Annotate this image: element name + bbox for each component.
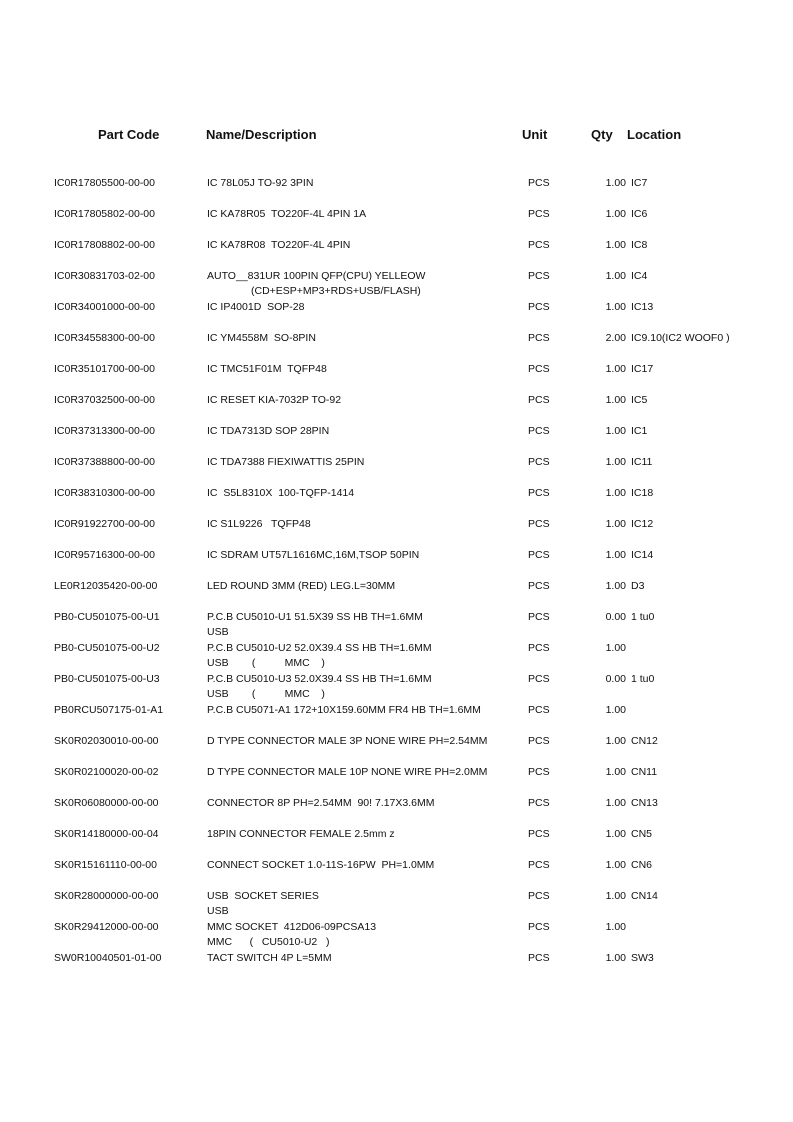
unit: PCS bbox=[528, 828, 550, 840]
quantity: 1.00 bbox=[605, 394, 626, 406]
unit: PCS bbox=[528, 208, 550, 220]
part-code: SK0R06080000-00-00 bbox=[54, 797, 159, 809]
description: IC RESET KIA-7032P TO-92 bbox=[207, 394, 342, 406]
location: D3 bbox=[631, 580, 645, 592]
description: P.C.B CU5010-U1 51.5X39 SS HB TH=1.6MM bbox=[207, 611, 423, 623]
part-code: IC0R37313300-00-00 bbox=[54, 425, 155, 437]
part-code: PB0-CU501075-00-U3 bbox=[54, 673, 160, 685]
header-name: Name/Description bbox=[206, 127, 317, 142]
description: MMC SOCKET 412D06-09PCSA13 bbox=[207, 921, 377, 933]
location: IC8 bbox=[631, 239, 648, 251]
description: IC S5L8310X 100-TQFP-1414 bbox=[207, 487, 355, 499]
header-unit: Unit bbox=[522, 127, 548, 142]
quantity: 1.00 bbox=[605, 735, 626, 747]
description: TACT SWITCH 4P L=5MM bbox=[207, 952, 332, 964]
location: IC1 bbox=[631, 425, 648, 437]
part-code: SW0R10040501-01-00 bbox=[54, 952, 162, 964]
description: AUTO__831UR 100PIN QFP(CPU) YELLEOW bbox=[207, 270, 426, 282]
location: IC14 bbox=[631, 549, 654, 561]
table-row bbox=[0, 394, 793, 424]
description-subline: (CD+ESP+MP3+RDS+USB/FLASH) bbox=[251, 285, 421, 297]
description-subline: MMC ( CU5010-U2 ) bbox=[207, 936, 330, 948]
quantity: 1.00 bbox=[605, 859, 626, 871]
header-location: Location bbox=[627, 127, 682, 142]
table-row bbox=[0, 921, 793, 951]
unit: PCS bbox=[528, 704, 550, 716]
unit: PCS bbox=[528, 673, 550, 685]
location: IC7 bbox=[631, 177, 648, 189]
quantity: 1.00 bbox=[605, 828, 626, 840]
unit: PCS bbox=[528, 735, 550, 747]
quantity: 1.00 bbox=[605, 890, 626, 902]
location: SW3 bbox=[631, 952, 654, 964]
quantity: 1.00 bbox=[605, 952, 626, 964]
part-code: SK0R28000000-00-00 bbox=[54, 890, 159, 902]
location: IC12 bbox=[631, 518, 654, 530]
unit: PCS bbox=[528, 363, 550, 375]
unit: PCS bbox=[528, 766, 550, 778]
description: D TYPE CONNECTOR MALE 10P NONE WIRE PH=2.0MM bbox=[207, 766, 488, 778]
location: IC6 bbox=[631, 208, 648, 220]
quantity: 2.00 bbox=[605, 332, 626, 344]
location: CN6 bbox=[631, 859, 653, 871]
quantity: 1.00 bbox=[605, 549, 626, 561]
table-row bbox=[0, 952, 793, 982]
unit: PCS bbox=[528, 549, 550, 561]
quantity: 1.00 bbox=[605, 301, 626, 313]
quantity: 1.00 bbox=[605, 642, 626, 654]
description: IC 78L05J TO-92 3PIN bbox=[207, 177, 314, 189]
unit: PCS bbox=[528, 425, 550, 437]
quantity: 1.00 bbox=[605, 363, 626, 375]
quantity: 1.00 bbox=[605, 518, 626, 530]
table-row bbox=[0, 239, 793, 269]
unit: PCS bbox=[528, 518, 550, 530]
part-code: IC0R34558300-00-00 bbox=[54, 332, 155, 344]
header-qty: Qty bbox=[591, 127, 613, 142]
quantity: 0.00 bbox=[605, 611, 626, 623]
description-subline: USB bbox=[207, 626, 229, 638]
part-code: PB0-CU501075-00-U2 bbox=[54, 642, 160, 654]
part-code: IC0R37388800-00-00 bbox=[54, 456, 155, 468]
quantity: 1.00 bbox=[605, 797, 626, 809]
table-row bbox=[0, 363, 793, 393]
part-code: IC0R35101700-00-00 bbox=[54, 363, 155, 375]
part-code: IC0R34001000-00-00 bbox=[54, 301, 155, 313]
unit: PCS bbox=[528, 859, 550, 871]
location: 1 tu0 bbox=[631, 673, 655, 685]
quantity: 1.00 bbox=[605, 921, 626, 933]
part-code: SK0R29412000-00-00 bbox=[54, 921, 159, 933]
part-code: IC0R95716300-00-00 bbox=[54, 549, 155, 561]
part-code: PB0RCU507175-01-A1 bbox=[54, 704, 164, 716]
table-row bbox=[0, 549, 793, 579]
unit: PCS bbox=[528, 797, 550, 809]
description: USB SOCKET SERIES bbox=[207, 890, 319, 902]
quantity: 1.00 bbox=[605, 239, 626, 251]
description: P.C.B CU5071-A1 172+10X159.60MM FR4 HB TH=1.6MM bbox=[207, 704, 481, 716]
description: IC S1L9226 TQFP48 bbox=[207, 518, 311, 530]
description-subline: USB bbox=[207, 905, 229, 917]
quantity: 1.00 bbox=[605, 704, 626, 716]
unit: PCS bbox=[528, 921, 550, 933]
quantity: 1.00 bbox=[605, 208, 626, 220]
unit: PCS bbox=[528, 611, 550, 623]
part-code: SK0R15161110-00-00 bbox=[54, 859, 157, 871]
table-row bbox=[0, 673, 793, 703]
table-row bbox=[0, 177, 793, 207]
part-code: IC0R91922700-00-00 bbox=[54, 518, 155, 530]
table-row bbox=[0, 704, 793, 734]
description: LED ROUND 3MM (RED) LEG.L=30MM bbox=[207, 580, 396, 592]
unit: PCS bbox=[528, 270, 550, 282]
description: D TYPE CONNECTOR MALE 3P NONE WIRE PH=2.54MM bbox=[207, 735, 488, 747]
location: CN11 bbox=[631, 766, 658, 778]
part-code: IC0R30831703-02-00 bbox=[54, 270, 155, 282]
location: IC11 bbox=[631, 456, 653, 468]
description: IC TMC51F01M TQFP48 bbox=[207, 363, 327, 375]
part-code: IC0R37032500-00-00 bbox=[54, 394, 155, 406]
location: IC4 bbox=[631, 270, 648, 282]
part-code: PB0-CU501075-00-U1 bbox=[54, 611, 160, 623]
description: IC KA78R08 TO220F-4L 4PIN bbox=[207, 239, 351, 251]
table-row bbox=[0, 487, 793, 517]
unit: PCS bbox=[528, 394, 550, 406]
quantity: 1.00 bbox=[605, 425, 626, 437]
part-code: SK0R14180000-00-04 bbox=[54, 828, 159, 840]
part-code: IC0R17808802-00-00 bbox=[54, 239, 155, 251]
part-code: IC0R17805500-00-00 bbox=[54, 177, 155, 189]
table-row bbox=[0, 859, 793, 889]
description: P.C.B CU5010-U2 52.0X39.4 SS HB TH=1.6MM bbox=[207, 642, 432, 654]
location: 1 tu0 bbox=[631, 611, 655, 623]
description-subline: USB ( MMC ) bbox=[207, 688, 325, 700]
description: IC KA78R05 TO220F-4L 4PIN 1A bbox=[207, 208, 367, 220]
table-row bbox=[0, 332, 793, 362]
unit: PCS bbox=[528, 239, 550, 251]
description: CONNECTOR 8P PH=2.54MM 90! 7.17X3.6MM bbox=[207, 797, 435, 809]
description: 18PIN CONNECTOR FEMALE 2.5mm z bbox=[207, 828, 395, 840]
unit: PCS bbox=[528, 332, 550, 344]
table-row bbox=[0, 890, 793, 920]
location: IC13 bbox=[631, 301, 654, 313]
description: IC TDA7388 FIEXIWATTIS 25PIN bbox=[207, 456, 365, 468]
table-row bbox=[0, 580, 793, 610]
table-row bbox=[0, 456, 793, 486]
unit: PCS bbox=[528, 487, 550, 499]
table-row bbox=[0, 270, 793, 300]
unit: PCS bbox=[528, 177, 550, 189]
description: CONNECT SOCKET 1.0-11S-16PW PH=1.0MM bbox=[207, 859, 435, 871]
part-code: SK0R02030010-00-00 bbox=[54, 735, 159, 747]
unit: PCS bbox=[528, 301, 550, 313]
unit: PCS bbox=[528, 890, 550, 902]
location: IC17 bbox=[631, 363, 654, 375]
quantity: 1.00 bbox=[605, 270, 626, 282]
quantity: 0.00 bbox=[605, 673, 626, 685]
description: IC YM4558M SO-8PIN bbox=[207, 332, 316, 344]
quantity: 1.00 bbox=[605, 487, 626, 499]
table-row bbox=[0, 208, 793, 238]
quantity: 1.00 bbox=[605, 177, 626, 189]
unit: PCS bbox=[528, 456, 550, 468]
location: CN12 bbox=[631, 735, 658, 747]
quantity: 1.00 bbox=[605, 580, 626, 592]
location: IC18 bbox=[631, 487, 654, 499]
description: IC SDRAM UT57L1616MC,16M,TSOP 50PIN bbox=[207, 549, 420, 561]
table-row bbox=[0, 828, 793, 858]
description: IC TDA7313D SOP 28PIN bbox=[207, 425, 330, 437]
unit: PCS bbox=[528, 580, 550, 592]
table-row bbox=[0, 425, 793, 455]
quantity: 1.00 bbox=[605, 766, 626, 778]
part-code: IC0R38310300-00-00 bbox=[54, 487, 155, 499]
table-row bbox=[0, 518, 793, 548]
quantity: 1.00 bbox=[605, 456, 626, 468]
part-code: SK0R02100020-00-02 bbox=[54, 766, 159, 778]
table-row bbox=[0, 766, 793, 796]
unit: PCS bbox=[528, 642, 550, 654]
location: IC9.10(IC2 WOOF0 ) bbox=[631, 332, 730, 344]
description: IC IP4001D SOP-28 bbox=[207, 301, 305, 313]
unit: PCS bbox=[528, 952, 550, 964]
part-code: LE0R12035420-00-00 bbox=[54, 580, 158, 592]
header-part-code: Part Code bbox=[98, 127, 160, 142]
table-row bbox=[0, 735, 793, 765]
location: CN13 bbox=[631, 797, 658, 809]
table-row bbox=[0, 301, 793, 331]
location: CN14 bbox=[631, 890, 658, 902]
table-row bbox=[0, 642, 793, 672]
table-row bbox=[0, 611, 793, 641]
part-code: IC0R17805802-00-00 bbox=[54, 208, 155, 220]
description-subline: USB ( MMC ) bbox=[207, 657, 325, 669]
table-row bbox=[0, 797, 793, 827]
location: CN5 bbox=[631, 828, 653, 840]
location: IC5 bbox=[631, 394, 648, 406]
description: P.C.B CU5010-U3 52.0X39.4 SS HB TH=1.6MM bbox=[207, 673, 432, 685]
